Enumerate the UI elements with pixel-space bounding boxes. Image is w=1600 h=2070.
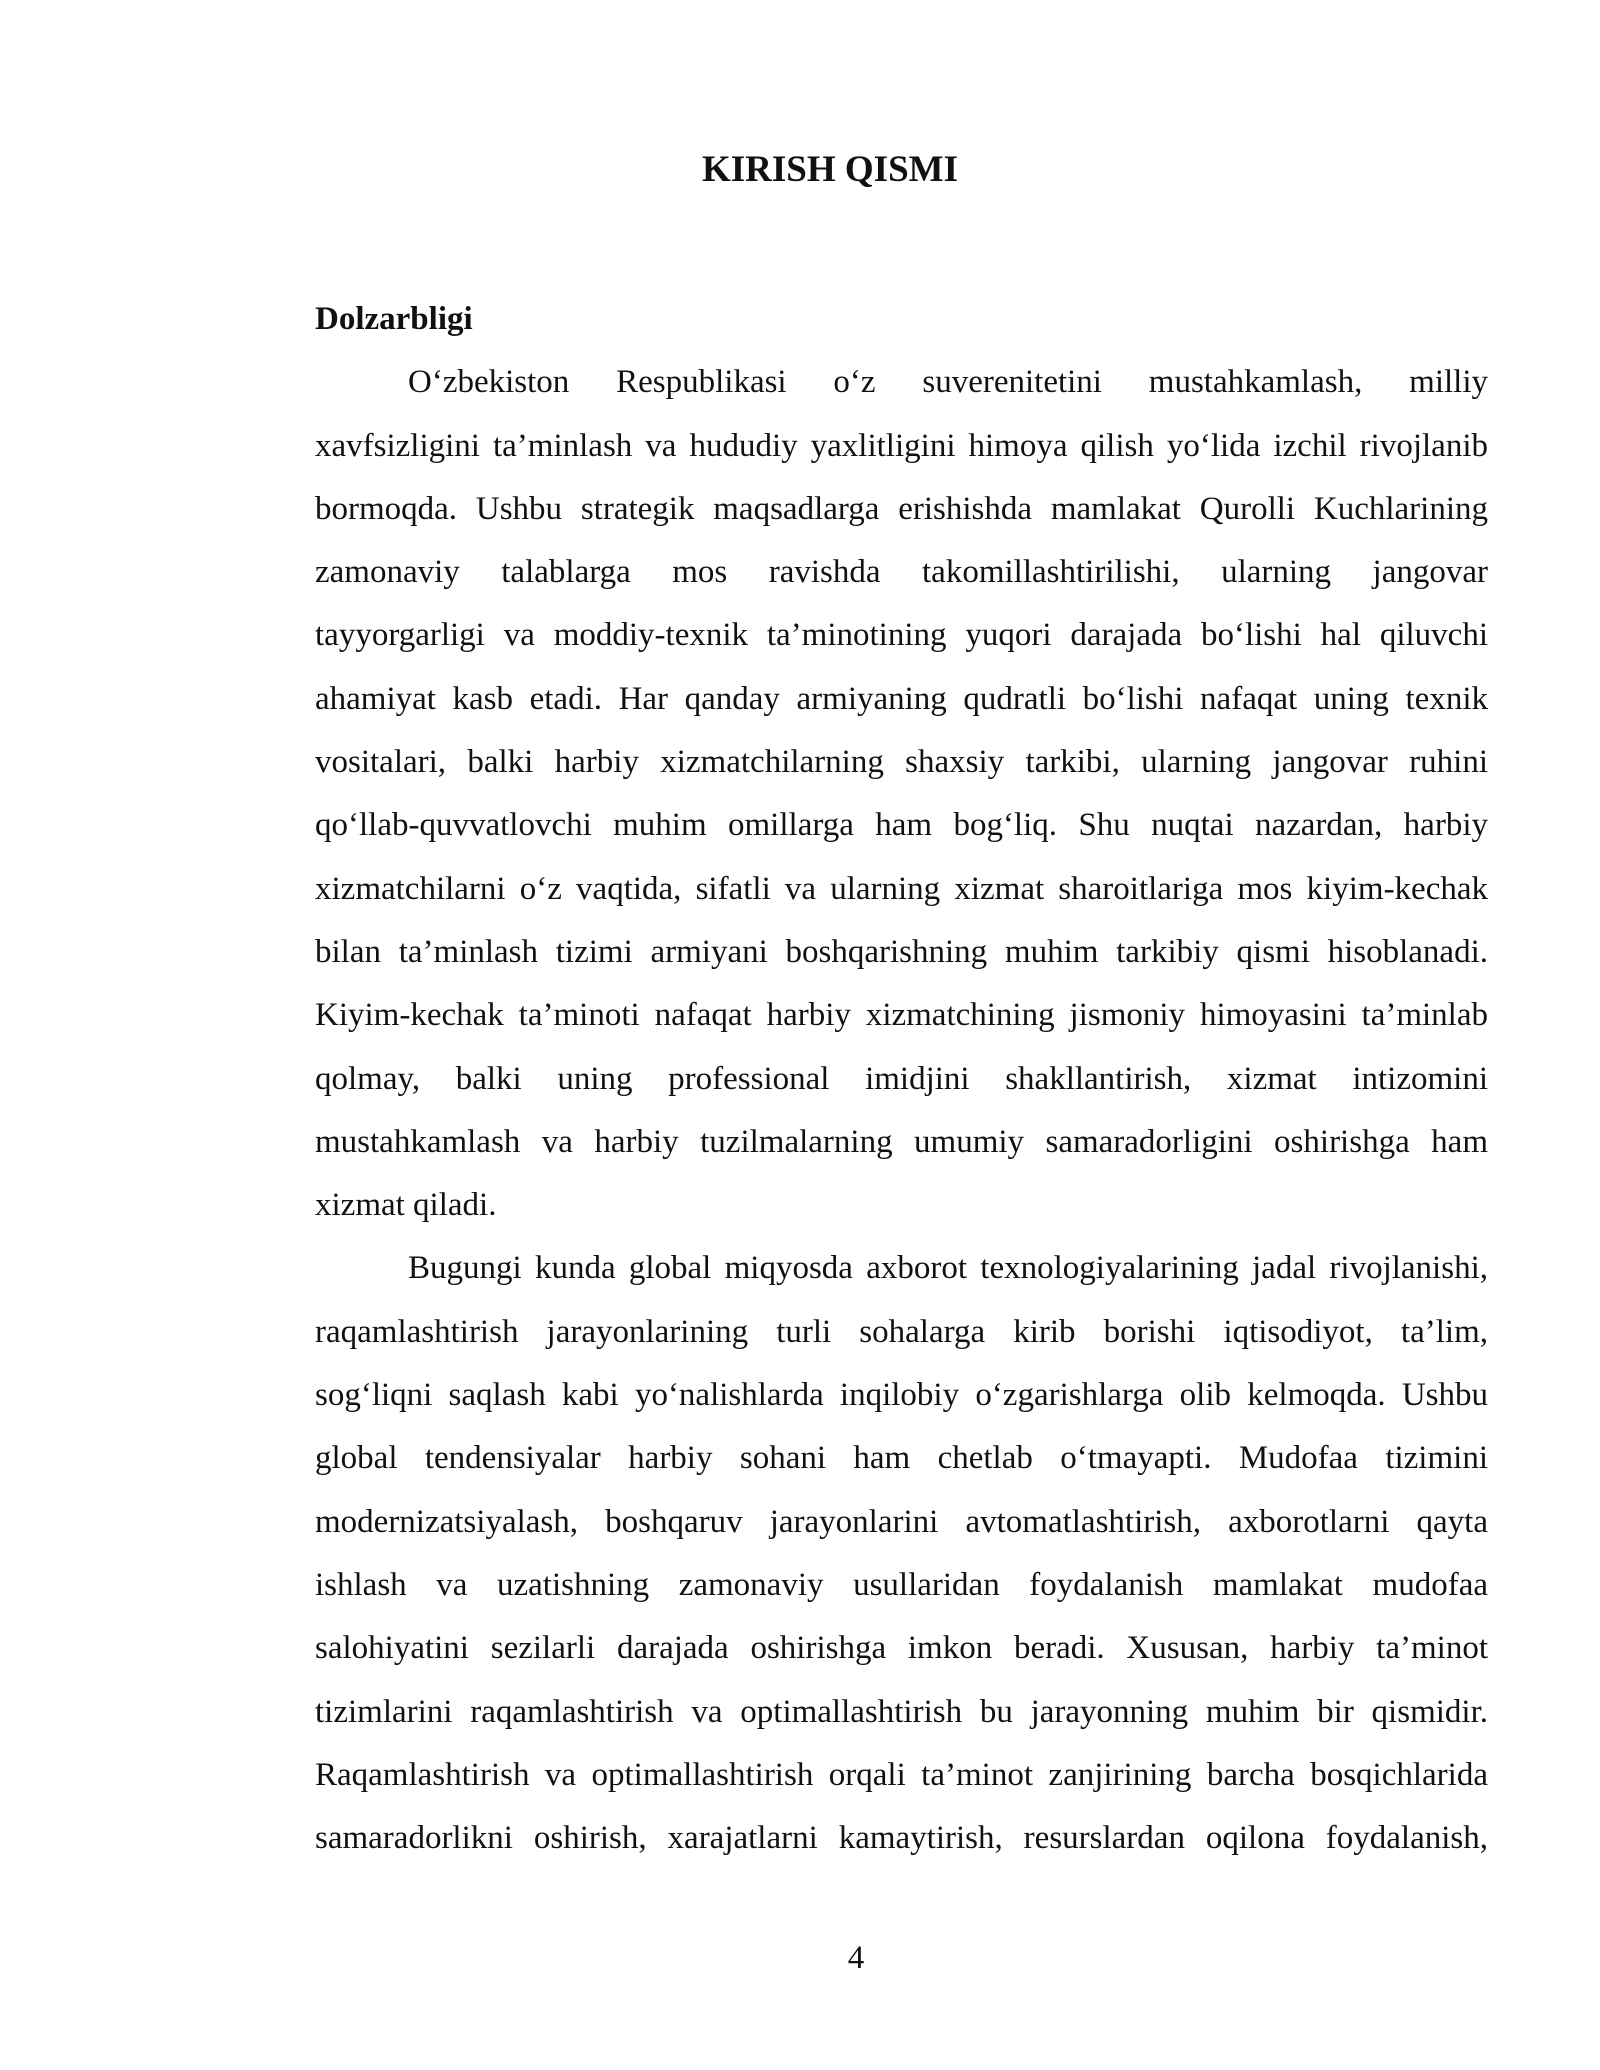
text-line: bormoqda. Ushbu strategik maqsadlarga erishishda mamlakat Qurolli Kuchlarining xyxy=(315,490,1488,527)
text-line: xavfsizligini ta’minlash va hududiy yaxlitligini himoya qilish yo‘lida izchil rivojlanib xyxy=(315,427,1488,464)
section-subheading: Dolzarbligi xyxy=(315,301,473,337)
text-line: qo‘llab-quvvatlovchi muhim omillarga ham bog‘liq. Shu nuqtai nazardan, harbiy xyxy=(315,807,1488,844)
page-number: 4 xyxy=(847,1940,865,1976)
text-line: Raqamlashtirish va optimallashtirish orqali ta’minot zanjirining barcha bosqichlarida xyxy=(315,1756,1488,1793)
text-line: ahamiyat kasb etadi. Har qanday armiyaning qudratli bo‘lishi nafaqat uning texnik xyxy=(315,680,1488,717)
text-line: xizmat qiladi. xyxy=(315,1187,497,1224)
text-line: salohiyatini sezilarli darajada oshirishga imkon beradi. Xususan, harbiy ta’minot xyxy=(315,1630,1488,1667)
text-line: tizimlarini raqamlashtirish va optimallashtirish bu jarayonning muhim bir qismidir. xyxy=(315,1693,1488,1730)
text-line: zamonaviy talablarga mos ravishda takomillashtirilishi, ularning jangovar xyxy=(315,554,1488,591)
text-line: vositalari, balki harbiy xizmatchilarning shaxsiy tarkibi, ularning jangovar ruhini xyxy=(315,744,1488,781)
text-line: samaradorlikni oshirish, xarajatlarni kamaytirish, resurslardan oqilona foydalanish, xyxy=(315,1820,1488,1857)
text-line: qolmay, balki uning professional imidjini shakllantirish, xizmat intizomini xyxy=(315,1060,1488,1097)
text-line: sog‘liqni saqlash kabi yo‘nalishlarda inqilobiy o‘zgarishlarga olib kelmoqda. Ushbu xyxy=(315,1377,1488,1414)
text-line: O‘zbekiston Respublikasi o‘z suverenitetini mustahkamlash, milliy xyxy=(408,364,1488,401)
document-body xyxy=(222,288,1488,1870)
text-line: raqamlashtirish jarayonlarining turli sohalarga kirib borishi iqtisodiyot, ta’lim, xyxy=(315,1313,1488,1350)
text-line: bilan ta’minlash tizimi armiyani boshqarishning muhim tarkibiy qismi hisoblanadi. xyxy=(315,933,1488,970)
page-title: KIRISH QISMI xyxy=(702,149,958,190)
paragraph-2 xyxy=(222,1237,1488,1870)
text-line: Bugungi kunda global miqyosda axborot texnologiyalarining jadal rivojlanishi, xyxy=(408,1250,1488,1287)
paragraph-1 xyxy=(222,351,1488,1237)
text-line: xizmatchilarni o‘z vaqtida, sifatli va ularning xizmat sharoitlariga mos kiyim-kechak xyxy=(315,870,1488,907)
text-line: Kiyim-kechak ta’minoti nafaqat harbiy xizmatchining jismoniy himoyasini ta’minlab xyxy=(315,997,1488,1034)
text-line: tayyorgarligi va moddiy-texnik ta’minotining yuqori darajada bo‘lishi hal qiluvchi xyxy=(315,617,1488,654)
text-line: mustahkamlash va harbiy tuzilmalarning umumiy samaradorligini oshirishga ham xyxy=(315,1123,1488,1160)
text-line: global tendensiyalar harbiy sohani ham chetlab o‘tmayapti. Mudofaa tizimini xyxy=(315,1440,1488,1477)
text-line: ishlash va uzatishning zamonaviy usullaridan foydalanish mamlakat mudofaa xyxy=(315,1566,1488,1603)
text-line: modernizatsiyalash, boshqaruv jarayonlarini avtomatlashtirish, axborotlarni qayta xyxy=(315,1503,1488,1540)
